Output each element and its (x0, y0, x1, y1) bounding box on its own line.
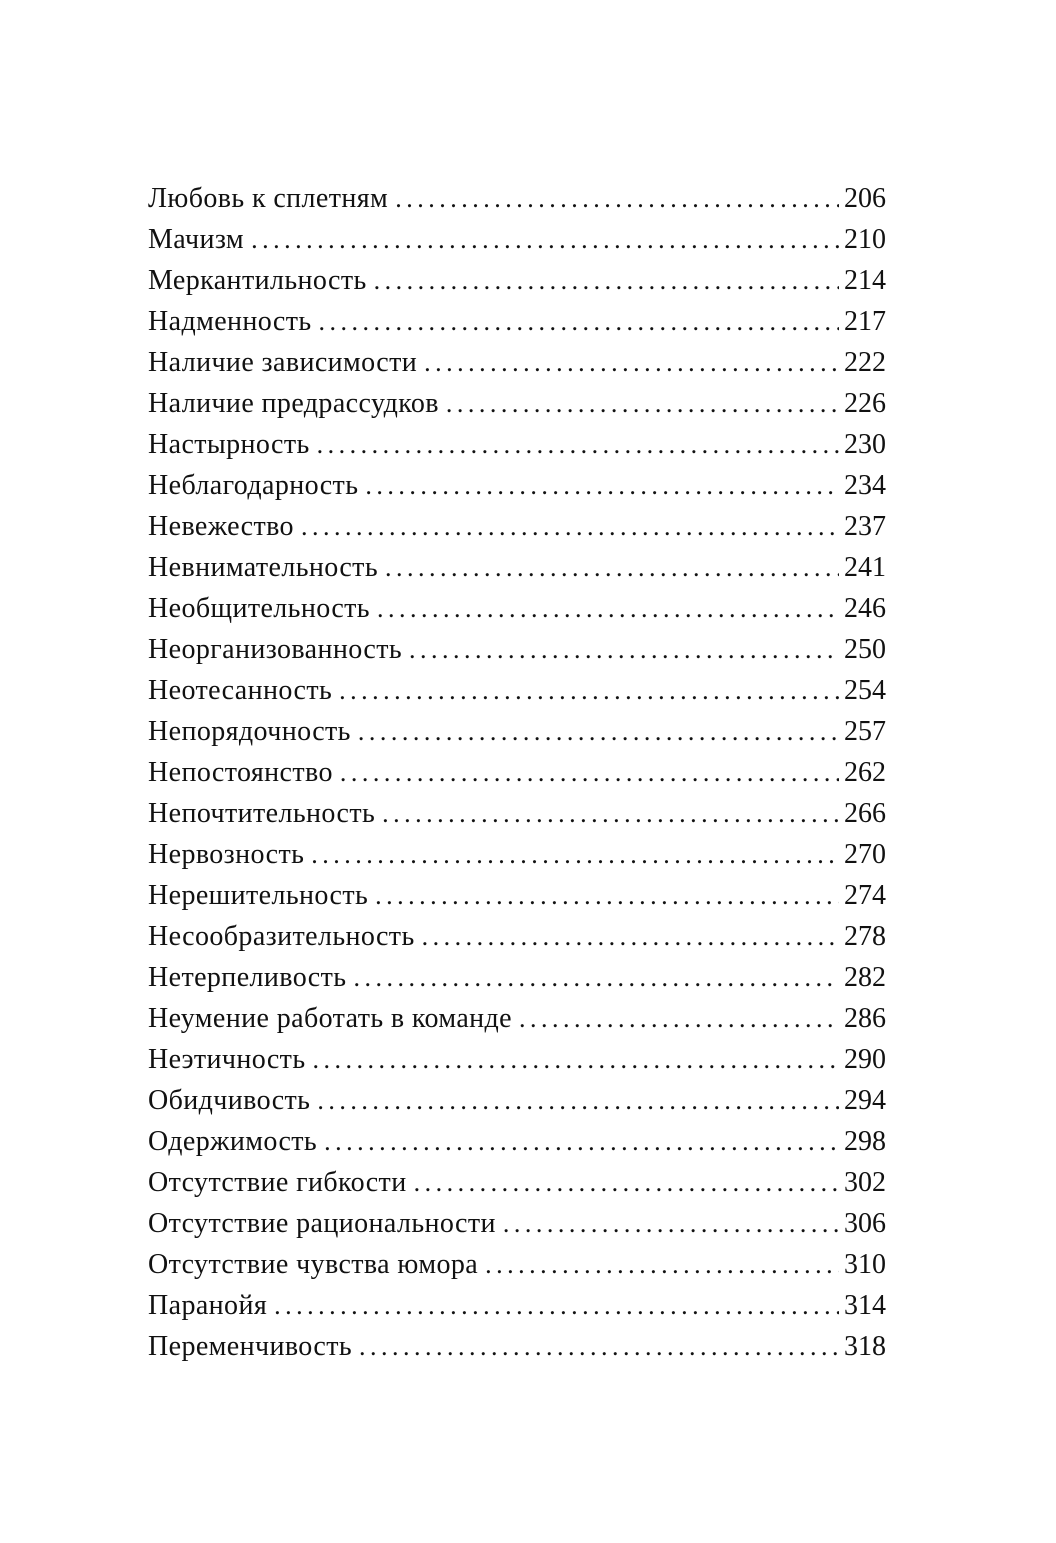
toc-entry (148, 839, 886, 880)
toc-entry-title: Неорганизованность (148, 634, 403, 665)
toc-entry (148, 962, 886, 1003)
toc-entry-title: Одержимость (148, 1126, 318, 1157)
toc-entry-page: 278 (844, 921, 886, 952)
dot-leader (395, 183, 839, 215)
dot-leader (274, 1290, 839, 1322)
toc-entry (148, 265, 886, 306)
dot-leader (374, 265, 839, 297)
dot-leader (519, 1003, 839, 1035)
toc-entry-title: Неотесанность (148, 675, 333, 706)
toc-entry-title: Наличие предрассудков (148, 388, 439, 419)
dot-leader (301, 511, 839, 543)
dot-leader (339, 675, 839, 707)
toc-entry-title: Отсутствие рациональности (148, 1208, 496, 1239)
toc-entry-page: 210 (844, 224, 886, 255)
toc-entry (148, 183, 886, 224)
toc-entry-page: 270 (844, 839, 886, 870)
toc-entry-title: Паранойя (148, 1290, 268, 1321)
toc-entry-page: 298 (844, 1126, 886, 1157)
toc-entry-page: 217 (844, 306, 886, 337)
toc-entry-title: Меркантильность (148, 265, 367, 296)
toc-entry-title: Нервозность (148, 839, 305, 870)
dot-leader (377, 593, 839, 625)
toc-entry (148, 470, 886, 511)
toc-entry (148, 552, 886, 593)
toc-entry-title: Неблагодарность (148, 470, 359, 501)
dot-leader (446, 388, 839, 420)
toc-entry-title: Наличие зависимости (148, 347, 418, 378)
toc-entry-page: 286 (844, 1003, 886, 1034)
toc-entry-page: 206 (844, 183, 886, 214)
toc-entry-page: 310 (844, 1249, 886, 1280)
toc-entry-title: Необщительность (148, 593, 370, 624)
toc-entry-title: Нетерпеливость (148, 962, 347, 993)
toc-entry-title: Отсутствие чувства юмора (148, 1249, 479, 1280)
toc-entry-page: 234 (844, 470, 886, 501)
dot-leader (317, 1085, 839, 1117)
toc-entry-page: 237 (844, 511, 886, 542)
dot-leader (311, 839, 839, 871)
dot-leader (312, 1044, 839, 1076)
toc-entry-page: 266 (844, 798, 886, 829)
toc-entry (148, 880, 886, 921)
toc-entry (148, 716, 886, 757)
dot-leader (485, 1249, 839, 1281)
dot-leader (385, 552, 839, 584)
toc-entry (148, 593, 886, 634)
dot-leader (340, 757, 839, 789)
toc-entry-title: Отсутствие гибкости (148, 1167, 407, 1198)
toc-entry-page: 226 (844, 388, 886, 419)
toc-entry-title: Любовь к сплетням (148, 183, 389, 214)
dot-leader (503, 1208, 839, 1240)
toc-entry (148, 1085, 886, 1126)
toc-entry (148, 921, 886, 962)
dot-leader (375, 880, 839, 912)
dot-leader (365, 470, 839, 502)
toc-entry (148, 429, 886, 470)
toc-entry (148, 1290, 886, 1331)
toc-entry-title: Мачизм (148, 224, 245, 255)
toc-entry (148, 1126, 886, 1167)
toc-entry (148, 757, 886, 798)
toc-entry-page: 250 (844, 634, 886, 665)
toc-entry-page: 314 (844, 1290, 886, 1321)
dot-leader (359, 1331, 839, 1363)
toc-entry-page: 274 (844, 880, 886, 911)
toc-entry-page: 214 (844, 265, 886, 296)
toc-entry-page: 306 (844, 1208, 886, 1239)
toc-entry (148, 388, 886, 429)
toc-entry-title: Неэтичность (148, 1044, 306, 1075)
toc-entry (148, 634, 886, 675)
toc-entry (148, 675, 886, 716)
toc-entry (148, 511, 886, 552)
dot-leader (353, 962, 839, 994)
toc-entry-page: 254 (844, 675, 886, 706)
toc-entry-title: Нерешительность (148, 880, 369, 911)
toc-entry-title: Непочтительность (148, 798, 376, 829)
dot-leader (424, 347, 839, 379)
dot-leader (414, 1167, 839, 1199)
toc-entry-title: Настырность (148, 429, 310, 460)
toc-entry-title: Надменность (148, 306, 312, 337)
toc-entry (148, 1208, 886, 1249)
toc-entry-page: 246 (844, 593, 886, 624)
toc-entry (148, 224, 886, 265)
toc-entry-page: 290 (844, 1044, 886, 1075)
dot-leader (409, 634, 839, 666)
toc-entry-page: 222 (844, 347, 886, 378)
toc-entry-title: Неумение работать в команде (148, 1003, 512, 1034)
toc-entry-title: Переменчивость (148, 1331, 353, 1362)
toc-entry (148, 306, 886, 347)
toc-entry-page: 302 (844, 1167, 886, 1198)
toc-entry-page: 294 (844, 1085, 886, 1116)
toc-entry (148, 1044, 886, 1085)
toc-entry-page: 241 (844, 552, 886, 583)
toc-entry-page: 262 (844, 757, 886, 788)
toc-entry (148, 1167, 886, 1208)
toc-entry (148, 1331, 886, 1372)
toc-entry-title: Невежество (148, 511, 294, 542)
toc-entry (148, 347, 886, 388)
dot-leader (422, 921, 839, 953)
dot-leader (317, 429, 839, 461)
dot-leader (324, 1126, 839, 1158)
toc-entry (148, 1249, 886, 1290)
toc-entry-title: Невнимательность (148, 552, 378, 583)
toc-entry-title: Несообразительность (148, 921, 415, 952)
toc-entry-page: 230 (844, 429, 886, 460)
dot-leader (358, 716, 839, 748)
toc-entry (148, 798, 886, 839)
toc-entry-title: Непостоянство (148, 757, 333, 788)
dot-leader (382, 798, 839, 830)
toc-entry-title: Непорядочность (148, 716, 351, 747)
dot-leader (319, 306, 839, 338)
toc-entry (148, 1003, 886, 1044)
toc-list (148, 183, 886, 1372)
toc-entry-page: 282 (844, 962, 886, 993)
toc-entry-page: 318 (844, 1331, 886, 1362)
toc-entry-title: Обидчивость (148, 1085, 311, 1116)
toc-entry-page: 257 (844, 716, 886, 747)
dot-leader (251, 224, 839, 256)
